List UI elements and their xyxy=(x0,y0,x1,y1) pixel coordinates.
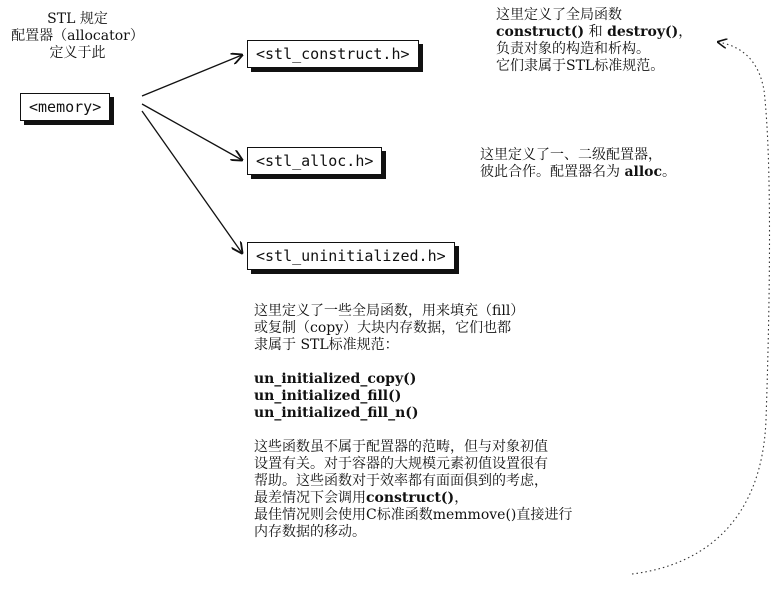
uninit-note-line2: 或复制（copy）大块内存数据，它们也都 xyxy=(254,320,512,336)
arrow-to-construct xyxy=(142,55,242,96)
construct-note-line4: 它们隶属于STL标准规范。 xyxy=(496,58,665,74)
function-un-initialized-fill: un_initialized_fill() xyxy=(254,388,402,404)
construct-function-name: construct() xyxy=(496,24,585,40)
uninit-para2-line4-end: ， xyxy=(454,490,469,506)
uninit-para2-line2: 设置有关。对于容器的大规模元素初值设置很有 xyxy=(254,456,548,472)
allocator-note-line1: STL 规定 xyxy=(47,11,108,27)
uninitialized-note xyxy=(254,303,572,541)
stl-uninitialized-header-box: <stl_uninitialized.h> xyxy=(247,242,455,270)
stl-construct-header-box: <stl_construct.h> xyxy=(247,40,419,68)
uninit-para2-line5: 最佳情况则会使用C标准函数memmove()直接进行 xyxy=(254,507,573,523)
construct-function-ref: construct() xyxy=(366,490,455,506)
memory-header-box: <memory> xyxy=(20,93,110,121)
destroy-function-name: destroy() xyxy=(607,24,679,40)
alloc-note-line1: 这里定义了一、二级配置器， xyxy=(480,147,662,163)
uninit-note-line3: 隶属于 STL标准规范： xyxy=(254,337,399,353)
construct-note-and: 和 xyxy=(584,24,608,40)
uninit-para2-line4-prefix: 最差情况下会调用 xyxy=(254,490,366,506)
allocator-note xyxy=(10,11,145,62)
construct-note-line3: 负责对象的构造和析构。 xyxy=(496,41,650,57)
alloc-note-end: 。 xyxy=(662,164,677,180)
stl-alloc-header-box: <stl_alloc.h> xyxy=(247,147,382,175)
construct-note-line1: 这里定义了全局函数 xyxy=(496,7,622,23)
uninit-para2-line3: 帮助。这些函数对于效率都有面面俱到的考虑， xyxy=(254,473,548,489)
allocator-note-line3: 定义于此 xyxy=(49,45,106,61)
construct-note xyxy=(496,7,692,75)
alloc-note-line2 xyxy=(480,164,676,181)
alloc-note xyxy=(480,147,676,181)
construct-note-comma: ， xyxy=(678,24,693,40)
uninit-note-line1: 这里定义了一些全局函数，用来填充（fill） xyxy=(254,303,525,319)
construct-note-line2 xyxy=(496,24,692,41)
uninit-para2-line1: 这些函数虽不属于配置器的范畴，但与对象初值 xyxy=(254,439,548,455)
dotted-arrow-back-to-construct-note xyxy=(632,42,770,574)
function-un-initialized-fill-n: un_initialized_fill_n() xyxy=(254,405,419,421)
uninit-para2-line4 xyxy=(254,490,572,507)
alloc-note-prefix: 彼此合作。配置器名为 xyxy=(480,164,625,180)
function-un-initialized-copy: un_initialized_copy() xyxy=(254,371,417,387)
allocator-note-line2: 配置器（allocator） xyxy=(11,28,144,44)
uninit-para2-line6: 内存数据的移动。 xyxy=(254,524,366,540)
alloc-name: alloc xyxy=(624,164,663,180)
